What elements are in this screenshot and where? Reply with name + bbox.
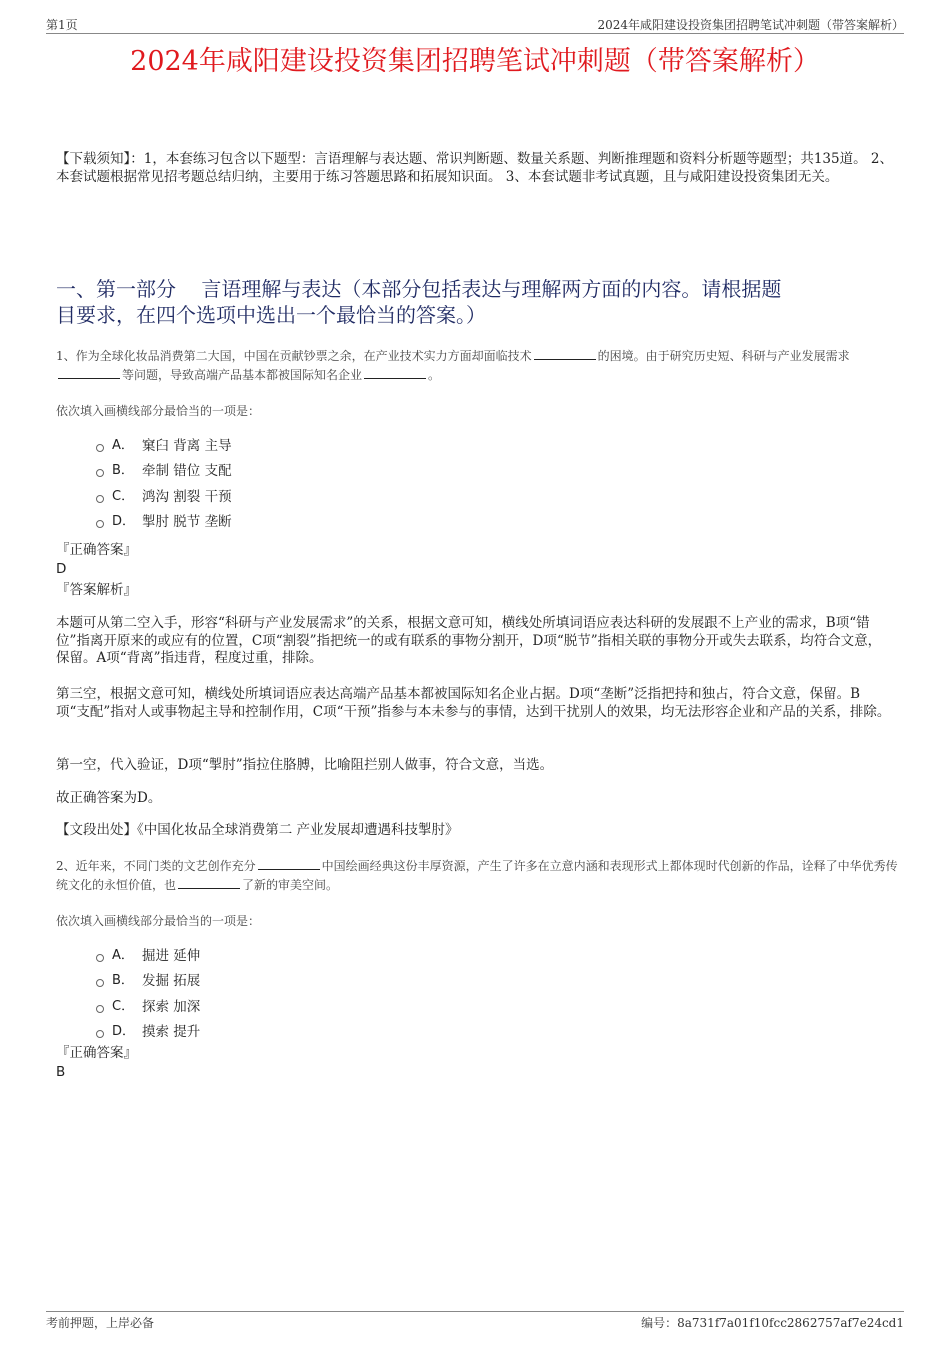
question-2-option-a[interactable] [96,946,200,966]
option-text: 掣肘 脱节 垄断 [142,514,232,530]
question-1-part-a: 1、作为全球化妆品消费第二大国，中国在贡献钞票之余，在产业技术实力方面却面临技术 [56,349,532,363]
download-notice: 【下载须知】：1，本套练习包含以下题型：言语理解与表达题、常识判断题、数量关系题、判断推理题和资料分析题等题型；共135道。 2、本套试题根据常见招考题总结归纳，主要用于练习答题思路和拓展知识面。 3、本套试题非考试真题，且与咸阳建设投资集团无关。 [56,151,893,185]
fill-blank [178,876,240,889]
correct-answer-label: 『正确答案』 [56,542,137,558]
question-1-part-d: 。 [428,368,441,382]
radio-icon[interactable] [96,979,104,987]
option-text: 窠臼 背离 主导 [142,438,232,454]
question-1-prompt: 依次填入画横线部分最恰当的一项是： [56,404,261,418]
analysis-label: 『答案解析』 [56,582,137,598]
question-2-part-b: 中国绘画经典这份丰厚资源，产生了许多在立意内涵和表现形式上都体现时代创新的作品，诠释了中华优秀传统文化的永恒价值，也 [56,859,898,892]
fill-blank [364,366,426,379]
option-letter: C． [112,489,135,504]
question-2-part-c: 了新的审美空间。 [242,878,339,892]
option-letter: C． [112,999,135,1014]
running-header-title: 2024年咸阳建设投资集团招聘笔试冲刺题（带答案解析） [597,18,904,32]
question-1-option-b[interactable] [96,461,232,481]
question-2-option-c[interactable] [96,997,200,1017]
header-divider [46,33,904,34]
radio-icon[interactable] [96,1030,104,1038]
question-1-text [56,347,898,385]
option-letter: D． [112,514,136,529]
question-2-text [56,857,898,895]
question-2-option-d[interactable] [96,1022,200,1042]
radio-icon[interactable] [96,1005,104,1013]
analysis-paragraph: 第一空，代入验证，D项“掣肘”指拉住胳膊，比喻阻拦别人做事，符合文意，当选。 [56,757,554,773]
question-1-part-c: 等问题，导致高端产品基本都被国际知名企业 [122,368,363,382]
correct-answer-value: D [56,561,67,577]
correct-answer-value: B [56,1064,66,1080]
question-1-part-b: 的困境。由于研究历史短、科研与产业发展需求 [597,349,850,363]
radio-icon[interactable] [96,469,104,477]
analysis-conclusion: 故正确答案为D。 [56,790,162,806]
fill-blank [258,857,320,870]
question-1-option-c[interactable] [96,487,232,507]
question-1-option-a[interactable] [96,436,232,456]
section-heading [56,276,906,328]
fill-blank [58,366,120,379]
question-1-option-d[interactable] [96,512,232,532]
section-heading-line-1: 一、第一部分 言语理解与表达（本部分包括表达与理解两方面的内容。请根据题 [56,277,782,301]
question-2-part-a: 2、近年来，不同门类的文艺创作充分 [56,859,256,873]
option-text: 牵制 错位 支配 [142,463,232,479]
radio-icon[interactable] [96,444,104,452]
page-number: 第1页 [46,18,78,32]
footer-divider [46,1311,904,1312]
option-letter: B． [112,463,134,478]
document-id: 编号：8a731f7a01f10fcc2862757af7e24cd1 [641,1316,904,1330]
document-title: 2024年咸阳建设投资集团招聘笔试冲刺题（带答案解析） [130,46,820,77]
fill-blank [534,347,596,360]
analysis-paragraph: 第三空，根据文意可知，横线处所填词语应表达高端产品基本都被国际知名企业占据。D项“垄断”泛指把持和独占，符合文意，保留。B项“支配”指对人或事物起主导和控制作用，C项“干预”指参与本未参与的事情，达到干扰别人的效果，均无法形容企业和产品的关系，排除。 [56,686,891,720]
radio-icon[interactable] [96,495,104,503]
option-text: 发掘 拓展 [142,973,201,989]
option-text: 掘进 延伸 [142,948,201,964]
section-heading-line-2: 目要求，在四个选项中选出一个最恰当的答案。） [56,303,486,327]
option-letter: A． [112,948,134,963]
radio-icon[interactable] [96,520,104,528]
option-text: 鸿沟 割裂 干预 [142,489,232,505]
option-letter: A． [112,438,134,453]
option-text: 摸索 提升 [142,1024,201,1040]
option-letter: D． [112,1024,136,1039]
source-citation: 【文段出处】《中国化妆品全球消费第二 产业发展却遭遇科技掣肘》 [56,822,459,838]
footer-slogan: 考前押题，上岸必备 [46,1316,155,1330]
correct-answer-label: 『正确答案』 [56,1045,137,1061]
radio-icon[interactable] [96,954,104,962]
question-2-option-b[interactable] [96,971,200,991]
question-2-prompt: 依次填入画横线部分最恰当的一项是： [56,914,261,928]
option-letter: B． [112,973,134,988]
analysis-paragraph: 本题可从第二空入手，形容“科研与产业发展需求”的关系，根据文意可知，横线处所填词语应表达科研的发展跟不上产业的需求，B项“错位”指离开原来的或应有的位置，C项“割裂”指把统一的或有联系的事物分割开，D项“脱节”指相关联的事物分开或失去联系，均符合文意，保留。A项“背离”指违背，程度过重，排除。 [56,615,882,666]
option-text: 探索 加深 [142,999,201,1015]
